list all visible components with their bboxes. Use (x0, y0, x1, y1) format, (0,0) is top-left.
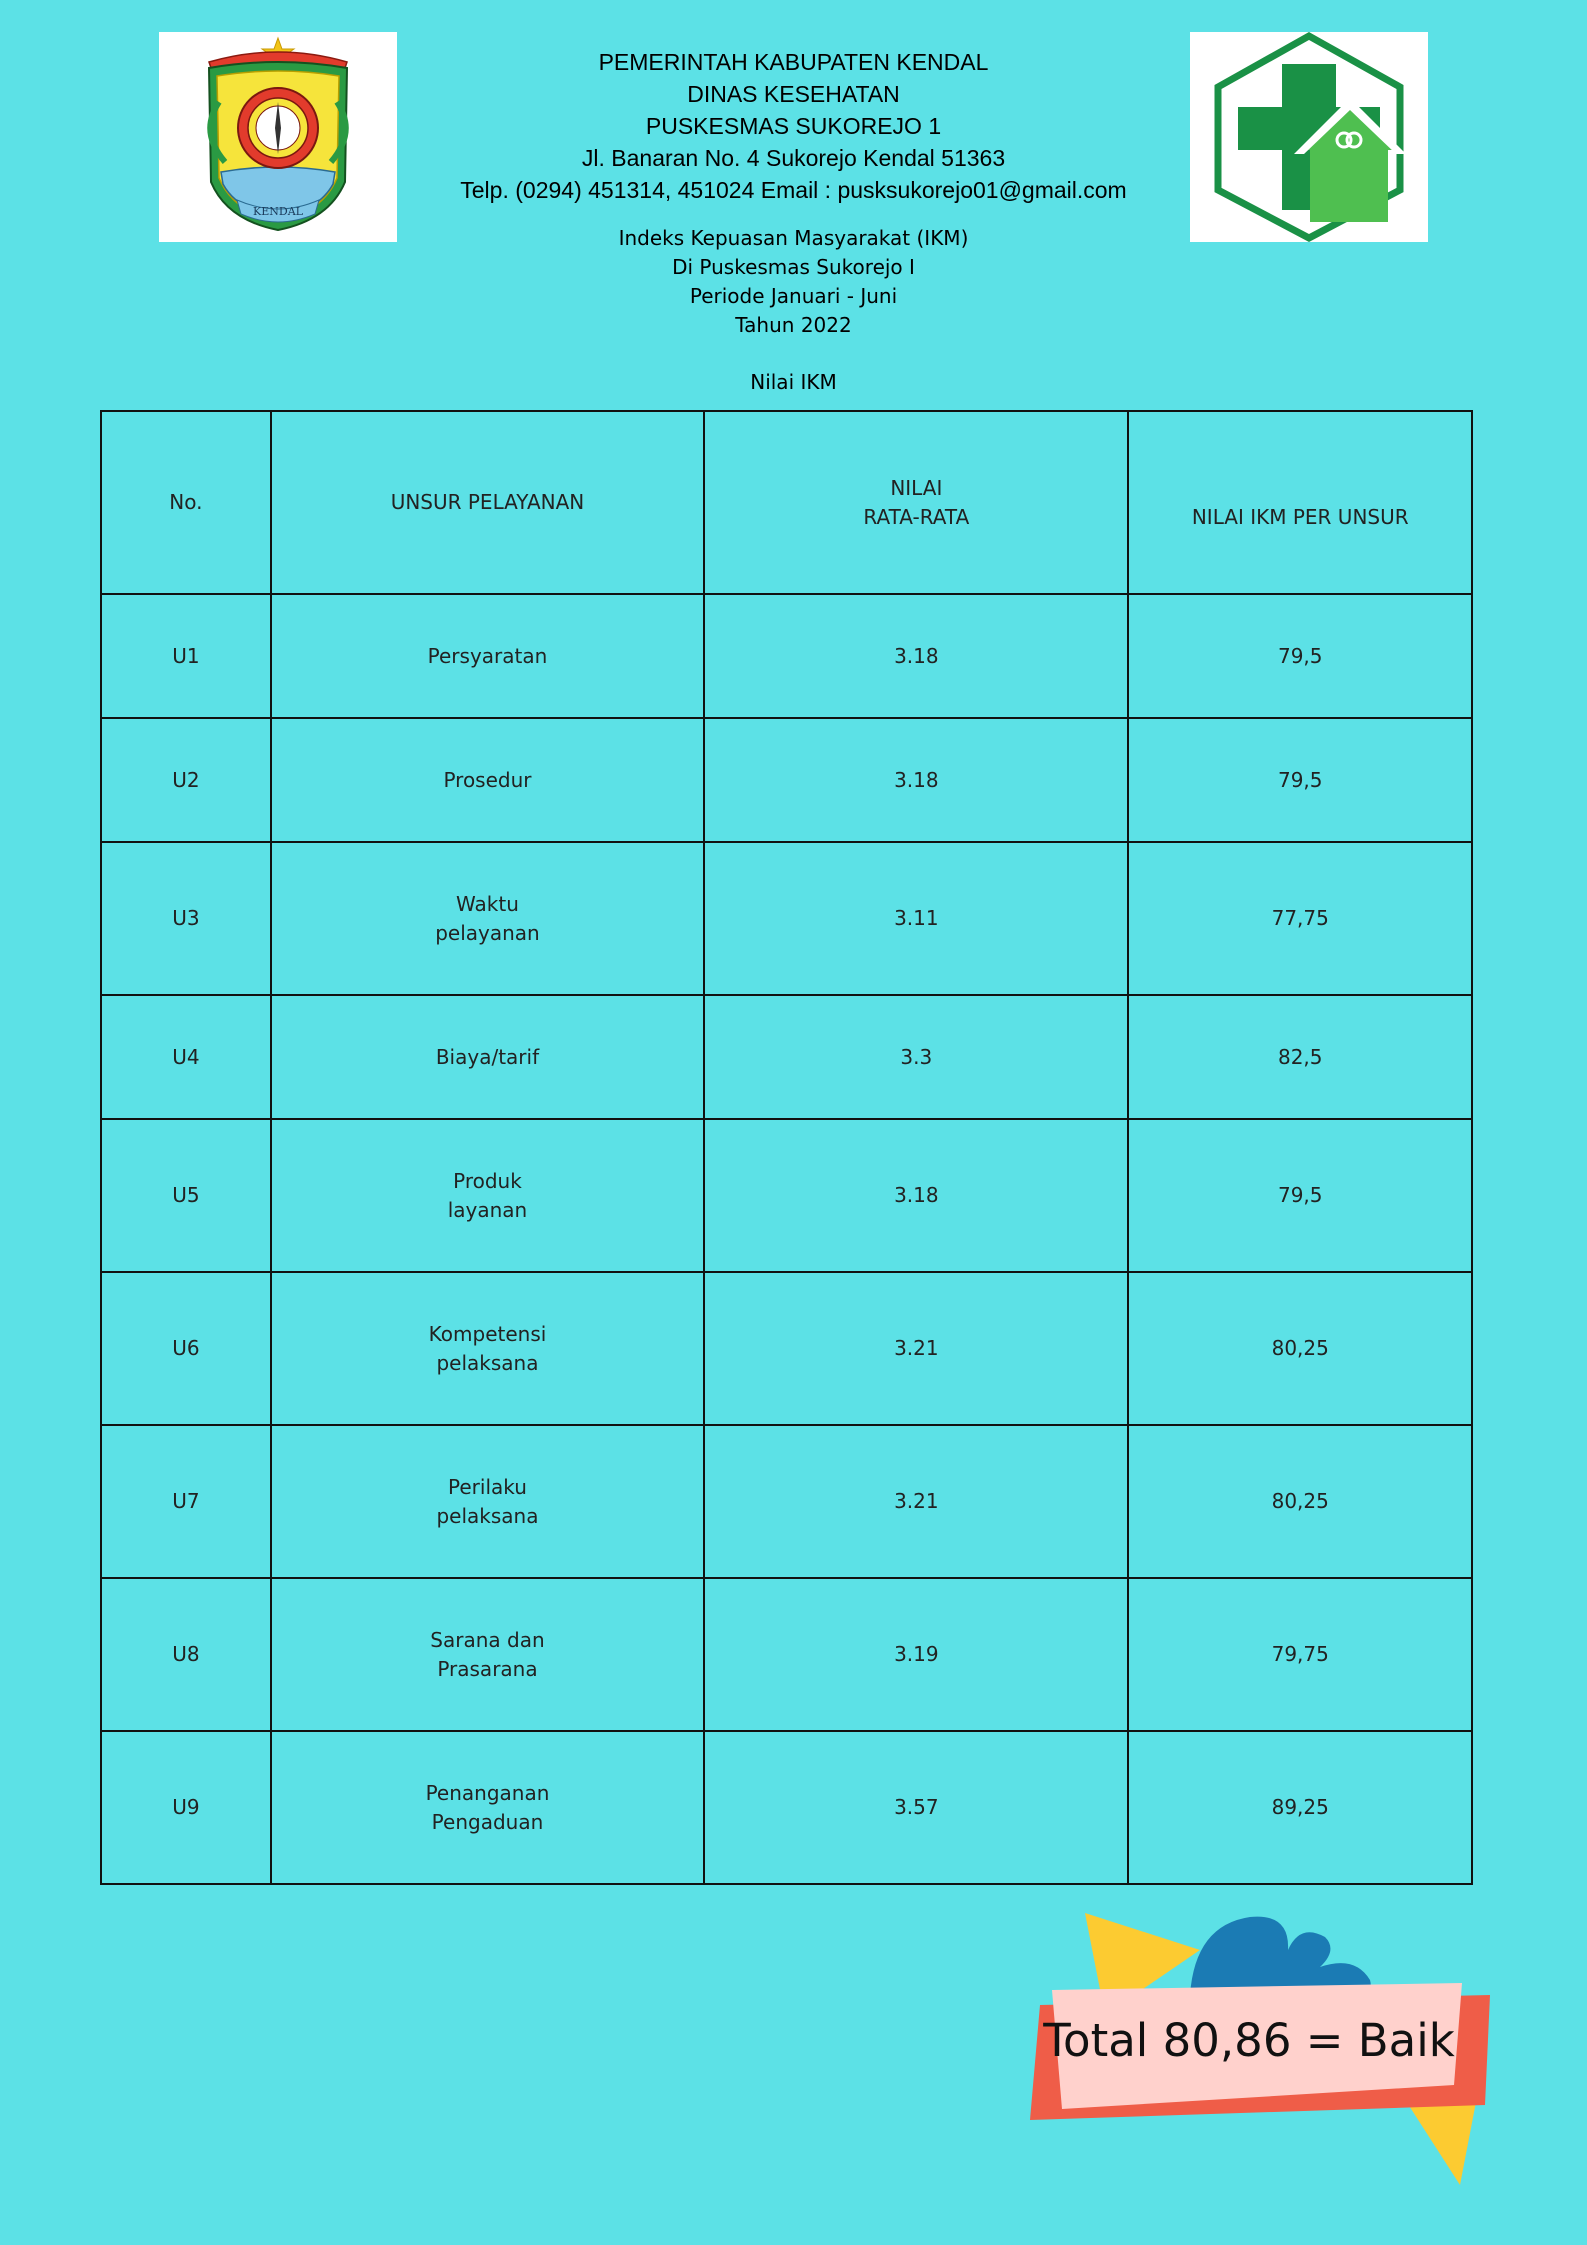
cell-unsur-line1: Penanganan (425, 1780, 550, 1805)
cell-nilai: 3.18 (704, 594, 1128, 718)
table-row (101, 842, 1472, 995)
table-row (101, 594, 1472, 718)
table-row (101, 1578, 1472, 1731)
table-row (101, 995, 1472, 1119)
cell-ikm: 79,5 (1128, 718, 1472, 842)
cell-nilai: 3.21 (704, 1272, 1128, 1425)
letterhead-government: PEMERINTAH KABUPATEN KENDAL (598, 49, 989, 75)
letterhead-puskesmas: PUSKESMAS SUKOREJO 1 (645, 113, 942, 139)
cell-unsur-line1: Prosedur (443, 767, 532, 792)
cell-no: U7 (101, 1425, 271, 1578)
cell-unsur-line2: Pengaduan (431, 1809, 544, 1834)
letterhead-contact: Telp. (0294) 451314, 451024 Email : pusksukorejo01@gmail.com (460, 177, 1127, 203)
cell-nilai: 3.21 (704, 1425, 1128, 1578)
cell-unsur (271, 718, 704, 842)
cell-unsur (271, 1578, 704, 1731)
cell-no: U9 (101, 1731, 271, 1884)
cell-unsur-line2: pelayanan (435, 920, 540, 945)
cell-ikm: 79,75 (1128, 1578, 1472, 1731)
cell-unsur-line2: pelaksana (436, 1503, 539, 1528)
cell-unsur-line1: Sarana dan (430, 1627, 545, 1652)
cell-ikm: 79,5 (1128, 1119, 1472, 1272)
col-header-unsur: UNSUR PELAYANAN (271, 411, 704, 594)
cell-ikm: 80,25 (1128, 1272, 1472, 1425)
col-header-nilai (704, 411, 1128, 594)
cell-unsur (271, 1272, 704, 1425)
cell-ikm: 80,25 (1128, 1425, 1472, 1578)
cell-ikm: 79,5 (1128, 594, 1472, 718)
col-header-nilai-line2: RATA-RATA (863, 504, 970, 529)
col-header-no: No. (101, 411, 271, 594)
cell-unsur-line2: layanan (447, 1197, 528, 1222)
letterhead-address: Jl. Banaran No. 4 Sukorejo Kendal 51363 (581, 145, 1006, 171)
cell-nilai: 3.3 (704, 995, 1128, 1119)
cell-unsur-line1: Kompetensi (428, 1321, 547, 1346)
table-row (101, 718, 1472, 842)
kendal-regency-crest-icon (159, 32, 397, 242)
cell-unsur (271, 594, 704, 718)
cell-no: U3 (101, 842, 271, 995)
puskesmas-cross-icon (1190, 32, 1428, 242)
kendal-crest-logo (159, 32, 397, 242)
col-header-nilai-line1: NILAI (890, 475, 943, 500)
table-row (101, 1272, 1472, 1425)
subtitle-period: Periode Januari - Juni (689, 284, 898, 308)
ikm-table (100, 410, 1473, 1885)
table-header-row (101, 411, 1472, 594)
cell-no: U6 (101, 1272, 271, 1425)
cell-unsur-line1: Produk (453, 1168, 522, 1193)
col-header-ikm: NILAI IKM PER UNSUR (1128, 411, 1472, 594)
report-subtitle (400, 224, 1187, 340)
letterhead (400, 46, 1187, 206)
cell-nilai: 3.19 (704, 1578, 1128, 1731)
cell-no: U1 (101, 594, 271, 718)
cell-unsur (271, 842, 704, 995)
subtitle-location: Di Puskesmas Sukorejo I (672, 255, 915, 279)
cell-ikm: 89,25 (1128, 1731, 1472, 1884)
cell-unsur (271, 995, 704, 1119)
table-caption: Nilai IKM (750, 370, 837, 394)
crest-seal-text: KENDAL (253, 205, 303, 218)
total-score-label: Total 80,86 = Baik (1043, 2013, 1455, 2067)
cell-unsur (271, 1119, 704, 1272)
subtitle-index-title: Indeks Kepuasan Masyarakat (IKM) (618, 226, 969, 250)
table-row (101, 1119, 1472, 1272)
cell-unsur (271, 1731, 704, 1884)
cell-nilai: 3.57 (704, 1731, 1128, 1884)
cell-nilai: 3.11 (704, 842, 1128, 995)
puskesmas-logo (1190, 32, 1428, 242)
cell-ikm: 77,75 (1128, 842, 1472, 995)
cell-unsur-line1: Waktu (456, 891, 519, 916)
cell-unsur-line1: Persyaratan (427, 643, 548, 668)
table-row (101, 1731, 1472, 1884)
cell-nilai: 3.18 (704, 1119, 1128, 1272)
cell-unsur-line2: Prasarana (437, 1656, 538, 1681)
subtitle-year: Tahun 2022 (735, 313, 852, 337)
letterhead-department: DINAS KESEHATAN (687, 81, 900, 107)
cell-unsur-line2: pelaksana (436, 1350, 539, 1375)
cell-no: U2 (101, 718, 271, 842)
cell-ikm: 82,5 (1128, 995, 1472, 1119)
table-row (101, 1425, 1472, 1578)
cell-nilai: 3.18 (704, 718, 1128, 842)
cell-no: U5 (101, 1119, 271, 1272)
cell-no: U4 (101, 995, 271, 1119)
cell-unsur-line1: Biaya/tarif (435, 1044, 540, 1069)
cell-no: U8 (101, 1578, 271, 1731)
cell-unsur (271, 1425, 704, 1578)
cell-unsur-line1: Perilaku (448, 1474, 527, 1499)
